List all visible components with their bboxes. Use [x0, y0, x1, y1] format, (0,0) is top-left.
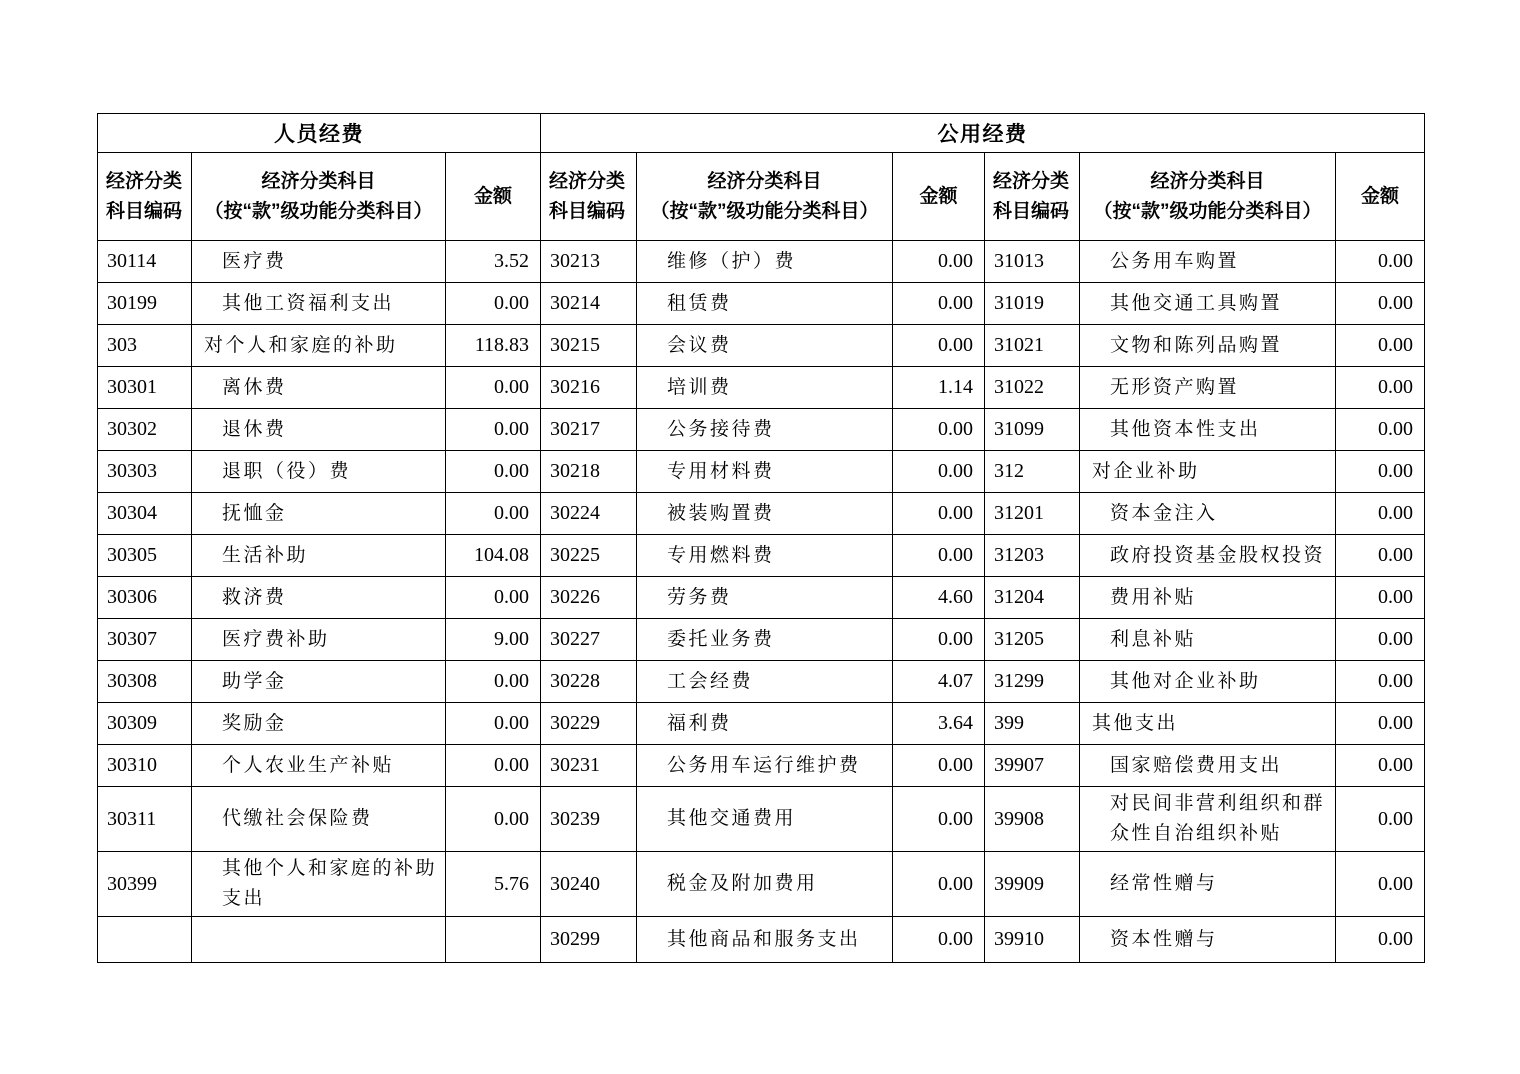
amount-cell: 0.00 — [1336, 283, 1425, 325]
amount-cell: 0.00 — [1336, 367, 1425, 409]
subject-cell: 抚恤金 — [192, 493, 446, 535]
col-header-subject — [192, 153, 446, 241]
code-cell: 30299 — [541, 917, 637, 963]
amount-cell: 5.76 — [446, 852, 541, 917]
subject-cell: 政府投资基金股权投资 — [1080, 535, 1336, 577]
subject-cell: 公务用车购置 — [1080, 241, 1336, 283]
code-cell: 30308 — [98, 661, 192, 703]
subject-cell: 利息补贴 — [1080, 619, 1336, 661]
amount-cell — [446, 917, 541, 963]
subject-cell: 奖励金 — [192, 703, 446, 745]
amount-cell: 0.00 — [1336, 619, 1425, 661]
subject-cell: 助学金 — [192, 661, 446, 703]
code-cell: 39910 — [985, 917, 1080, 963]
amount-cell: 0.00 — [1336, 451, 1425, 493]
subject-cell: 医疗费 — [192, 241, 446, 283]
amount-cell: 0.00 — [1336, 745, 1425, 787]
amount-cell: 0.00 — [1336, 917, 1425, 963]
table-row — [98, 577, 1425, 619]
amount-cell: 0.00 — [893, 283, 985, 325]
code-cell: 30215 — [541, 325, 637, 367]
col-header-subject-line2: （按“款”级功能分类科目） — [650, 200, 879, 222]
subject-cell: 税金及附加费用 — [637, 852, 893, 917]
code-cell: 31019 — [985, 283, 1080, 325]
subject-cell: 费用补贴 — [1080, 577, 1336, 619]
amount-cell: 4.60 — [893, 577, 985, 619]
amount-cell: 0.00 — [1336, 493, 1425, 535]
table-row — [98, 283, 1425, 325]
subject-cell: 培训费 — [637, 367, 893, 409]
amount-cell: 0.00 — [1336, 703, 1425, 745]
amount-cell: 0.00 — [1336, 241, 1425, 283]
table-row — [98, 451, 1425, 493]
amount-cell: 0.00 — [893, 787, 985, 852]
code-cell: 30399 — [98, 852, 192, 917]
code-cell: 30218 — [541, 451, 637, 493]
code-cell: 30229 — [541, 703, 637, 745]
code-cell: 30216 — [541, 367, 637, 409]
col-header-subject-line1: 经济分类科目 — [261, 170, 376, 192]
amount-cell: 4.07 — [893, 661, 985, 703]
budget-table — [97, 113, 1425, 963]
table-row — [98, 703, 1425, 745]
code-cell — [98, 917, 192, 963]
code-cell: 39907 — [985, 745, 1080, 787]
subject-cell: 其他交通工具购置 — [1080, 283, 1336, 325]
code-cell: 31203 — [985, 535, 1080, 577]
subject-cell: 个人农业生产补贴 — [192, 745, 446, 787]
amount-cell: 0.00 — [446, 367, 541, 409]
table-row — [98, 535, 1425, 577]
amount-cell: 0.00 — [446, 745, 541, 787]
amount-cell: 0.00 — [446, 703, 541, 745]
code-cell: 31299 — [985, 661, 1080, 703]
table-row — [98, 917, 1425, 963]
amount-cell: 3.64 — [893, 703, 985, 745]
subject-cell: 经常性赠与 — [1080, 852, 1336, 917]
subject-cell: 生活补助 — [192, 535, 446, 577]
subject-cell: 医疗费补助 — [192, 619, 446, 661]
col-header-subject-line1: 经济分类科目 — [1150, 170, 1265, 192]
col-header-amount: 金额 — [893, 153, 985, 241]
subject-cell: 公务用车运行维护费 — [637, 745, 893, 787]
subject-cell: 离休费 — [192, 367, 446, 409]
code-cell: 31022 — [985, 367, 1080, 409]
subject-cell: 资本金注入 — [1080, 493, 1336, 535]
amount-cell: 0.00 — [1336, 852, 1425, 917]
amount-cell: 0.00 — [893, 409, 985, 451]
code-cell: 30231 — [541, 745, 637, 787]
table-row — [98, 409, 1425, 451]
code-cell: 30301 — [98, 367, 192, 409]
amount-cell: 0.00 — [446, 409, 541, 451]
subject-cell: 福利费 — [637, 703, 893, 745]
group-header-personnel: 人员经费 — [98, 114, 541, 153]
col-header-subject — [1080, 153, 1336, 241]
code-cell: 30303 — [98, 451, 192, 493]
amount-cell: 0.00 — [1336, 787, 1425, 852]
code-cell: 30310 — [98, 745, 192, 787]
amount-cell: 9.00 — [446, 619, 541, 661]
code-cell: 30307 — [98, 619, 192, 661]
col-header-subject-line2: （按“款”级功能分类科目） — [204, 200, 433, 222]
code-cell: 30199 — [98, 283, 192, 325]
code-cell: 30240 — [541, 852, 637, 917]
subject-cell: 对个人和家庭的补助 — [192, 325, 446, 367]
subject-cell: 其他资本性支出 — [1080, 409, 1336, 451]
amount-cell: 0.00 — [446, 577, 541, 619]
amount-cell: 0.00 — [1336, 325, 1425, 367]
code-cell: 30311 — [98, 787, 192, 852]
table-row — [98, 661, 1425, 703]
code-cell: 30214 — [541, 283, 637, 325]
amount-cell: 0.00 — [446, 787, 541, 852]
amount-cell: 0.00 — [893, 241, 985, 283]
code-cell: 31013 — [985, 241, 1080, 283]
code-cell: 30213 — [541, 241, 637, 283]
code-cell: 30226 — [541, 577, 637, 619]
col-header-code: 经济分类科目编码 — [541, 153, 637, 241]
code-cell: 30227 — [541, 619, 637, 661]
amount-cell: 0.00 — [893, 493, 985, 535]
subject-cell: 其他个人和家庭的补助支出 — [192, 852, 446, 917]
subject-cell: 文物和陈列品购置 — [1080, 325, 1336, 367]
amount-cell: 104.08 — [446, 535, 541, 577]
amount-cell: 118.83 — [446, 325, 541, 367]
code-cell: 303 — [98, 325, 192, 367]
amount-cell: 0.00 — [893, 325, 985, 367]
code-cell: 31201 — [985, 493, 1080, 535]
code-cell: 30225 — [541, 535, 637, 577]
amount-cell: 0.00 — [1336, 577, 1425, 619]
col-header-code: 经济分类科目编码 — [98, 153, 192, 241]
table-row — [98, 493, 1425, 535]
code-cell: 30239 — [541, 787, 637, 852]
code-cell: 312 — [985, 451, 1080, 493]
table-row — [98, 367, 1425, 409]
code-cell: 39908 — [985, 787, 1080, 852]
amount-cell: 0.00 — [1336, 535, 1425, 577]
code-cell: 39909 — [985, 852, 1080, 917]
table-row — [98, 852, 1425, 917]
subject-cell — [192, 917, 446, 963]
subject-cell: 对企业补助 — [1080, 451, 1336, 493]
subject-cell: 国家赔偿费用支出 — [1080, 745, 1336, 787]
col-header-subject-line1: 经济分类科目 — [707, 170, 822, 192]
amount-cell: 0.00 — [1336, 409, 1425, 451]
subject-cell: 资本性赠与 — [1080, 917, 1336, 963]
code-cell: 30304 — [98, 493, 192, 535]
subject-cell: 其他支出 — [1080, 703, 1336, 745]
column-header-row — [98, 153, 1425, 241]
amount-cell: 0.00 — [893, 917, 985, 963]
subject-cell: 其他工资福利支出 — [192, 283, 446, 325]
subject-cell: 对民间非营利组织和群众性自治组织补贴 — [1080, 787, 1336, 852]
code-cell: 30306 — [98, 577, 192, 619]
code-cell: 31204 — [985, 577, 1080, 619]
code-cell: 30217 — [541, 409, 637, 451]
amount-cell: 3.52 — [446, 241, 541, 283]
subject-cell: 维修（护）费 — [637, 241, 893, 283]
table-row — [98, 745, 1425, 787]
group-header-public: 公用经费 — [541, 114, 1425, 153]
subject-cell: 其他交通费用 — [637, 787, 893, 852]
amount-cell: 0.00 — [446, 451, 541, 493]
col-header-amount: 金额 — [446, 153, 541, 241]
col-header-code: 经济分类科目编码 — [985, 153, 1080, 241]
code-cell: 30228 — [541, 661, 637, 703]
amount-cell: 0.00 — [893, 451, 985, 493]
subject-cell: 救济费 — [192, 577, 446, 619]
amount-cell: 0.00 — [446, 661, 541, 703]
code-cell: 30114 — [98, 241, 192, 283]
code-cell: 30309 — [98, 703, 192, 745]
code-cell: 30224 — [541, 493, 637, 535]
subject-cell: 无形资产购置 — [1080, 367, 1336, 409]
subject-cell: 工会经费 — [637, 661, 893, 703]
table-row — [98, 241, 1425, 283]
table-row — [98, 325, 1425, 367]
amount-cell: 0.00 — [446, 283, 541, 325]
code-cell: 31099 — [985, 409, 1080, 451]
subject-cell: 其他商品和服务支出 — [637, 917, 893, 963]
col-header-subject — [637, 153, 893, 241]
table-row — [98, 787, 1425, 852]
amount-cell: 1.14 — [893, 367, 985, 409]
amount-cell: 0.00 — [893, 852, 985, 917]
subject-cell: 委托业务费 — [637, 619, 893, 661]
code-cell: 30302 — [98, 409, 192, 451]
subject-cell: 退职（役）费 — [192, 451, 446, 493]
code-cell: 399 — [985, 703, 1080, 745]
code-cell: 30305 — [98, 535, 192, 577]
amount-cell: 0.00 — [1336, 661, 1425, 703]
code-cell: 31021 — [985, 325, 1080, 367]
subject-cell: 公务接待费 — [637, 409, 893, 451]
subject-cell: 会议费 — [637, 325, 893, 367]
subject-cell: 专用燃料费 — [637, 535, 893, 577]
amount-cell: 0.00 — [446, 493, 541, 535]
amount-cell: 0.00 — [893, 535, 985, 577]
table-row — [98, 619, 1425, 661]
subject-cell: 退休费 — [192, 409, 446, 451]
code-cell: 31205 — [985, 619, 1080, 661]
subject-cell: 租赁费 — [637, 283, 893, 325]
subject-cell: 其他对企业补助 — [1080, 661, 1336, 703]
subject-cell: 代缴社会保险费 — [192, 787, 446, 852]
amount-cell: 0.00 — [893, 619, 985, 661]
col-header-amount: 金额 — [1336, 153, 1425, 241]
subject-cell: 专用材料费 — [637, 451, 893, 493]
subject-cell: 劳务费 — [637, 577, 893, 619]
group-header-row — [98, 114, 1425, 153]
amount-cell: 0.00 — [893, 745, 985, 787]
col-header-subject-line2: （按“款”级功能分类科目） — [1093, 200, 1322, 222]
subject-cell: 被装购置费 — [637, 493, 893, 535]
